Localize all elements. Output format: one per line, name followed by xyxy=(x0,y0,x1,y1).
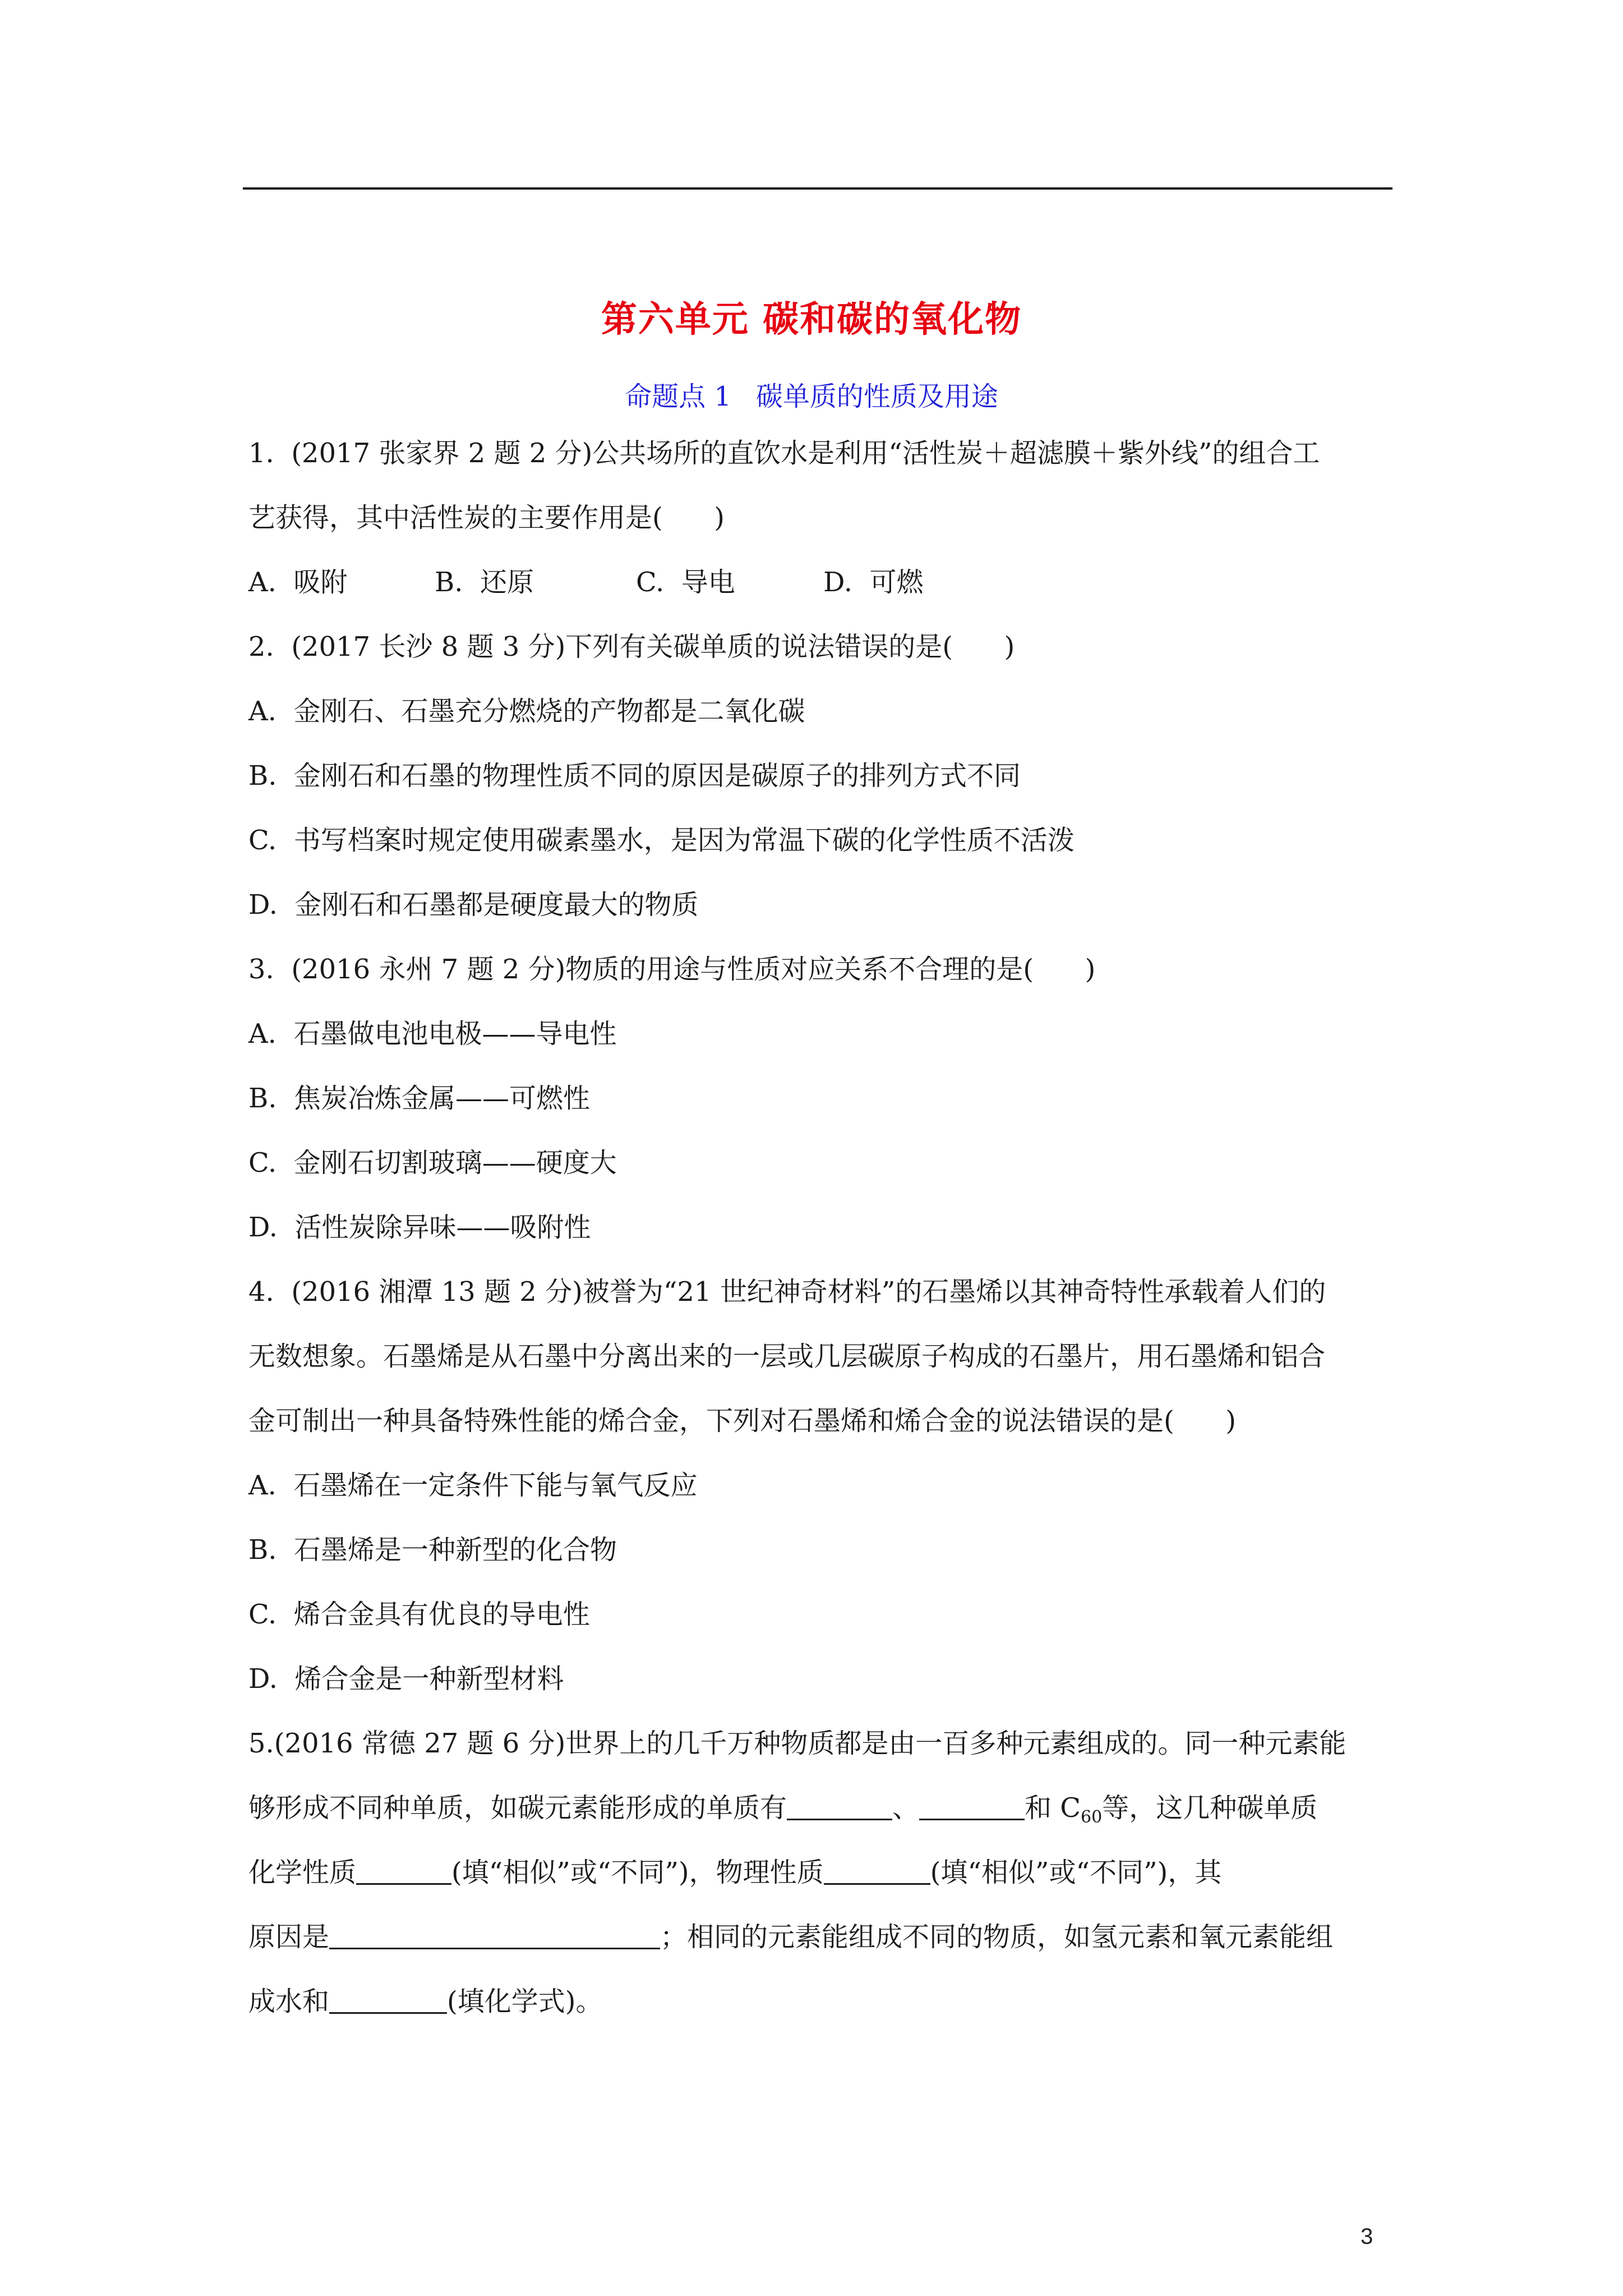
q5-line-3-text: (填“相似”或“不同”)，其 xyxy=(930,1857,1222,1888)
topic-heading xyxy=(0,375,1623,413)
answer-blank[interactable] xyxy=(329,1925,660,1949)
subscript-60: 60 xyxy=(1081,1807,1103,1827)
q5-line-4-text: ；相同的元素能组成不同的物质，如氢元素和氧元素能组 xyxy=(660,1921,1334,1953)
q2-stem: 2. (2017 长沙 8 题 3 分)下列有关碳单质的说法错误的是( ) xyxy=(248,631,1015,662)
answer-blank[interactable] xyxy=(787,1796,892,1820)
q4-line-3: 金可制出一种具备特殊性能的烯合金，下列对石墨烯和烯合金的说法错误的是( ) xyxy=(248,1405,1237,1437)
q4-option-b: B. 石墨烯是一种新型的化合物 xyxy=(248,1534,617,1566)
topic-label: 命题点 1 xyxy=(625,381,731,412)
q5-line-3 xyxy=(248,1856,1221,1889)
q5-line-3-text: (填“相似”或“不同”)，物理性质 xyxy=(451,1857,824,1888)
q1-option-a: A. 吸附 xyxy=(248,567,348,598)
page-number: 3 xyxy=(1361,2224,1373,2249)
q5-line-2-text: 够形成不同种单质，如碳元素能形成的单质有 xyxy=(248,1792,787,1824)
answer-blank[interactable] xyxy=(919,1796,1025,1820)
q5-line-2-text: 和 C xyxy=(1025,1792,1081,1824)
q5-line-4 xyxy=(248,1920,1333,1954)
q3-option-d: D. 活性炭除异味——吸附性 xyxy=(248,1212,591,1243)
q5-line-3-text: 化学性质 xyxy=(248,1857,357,1888)
answer-blank[interactable] xyxy=(824,1861,930,1885)
answer-blank[interactable] xyxy=(356,1861,451,1885)
q5-line-5-text: 成水和 xyxy=(248,1986,330,2017)
q4-line-1: 4. (2016 湘潭 13 题 2 分)被誉为“21 世纪神奇材料”的石墨烯以其神奇特性承载着人们的 xyxy=(248,1276,1326,1308)
q3-option-b: B. 焦炭冶炼金属——可燃性 xyxy=(248,1083,591,1114)
q5-separator: 、 xyxy=(892,1792,920,1824)
q4-option-d: D. 烯合金是一种新型材料 xyxy=(248,1663,564,1695)
q5-line-2 xyxy=(248,1791,1317,1834)
q3-stem: 3. (2016 永州 7 题 2 分)物质的用途与性质对应关系不合理的是( ) xyxy=(248,954,1096,985)
q3-option-a: A. 石墨做电池电极——导电性 xyxy=(248,1018,617,1050)
q5-line-5 xyxy=(248,1985,602,2018)
q5-line-1: 5.(2016 常德 27 题 6 分)世界上的几千万种物质都是由一百多种元素组成的。同一种元素能 xyxy=(248,1728,1347,1759)
q1-option-c: C. 导电 xyxy=(636,567,735,598)
q1-line-2: 艺获得，其中活性炭的主要作用是( ) xyxy=(248,502,725,533)
answer-blank[interactable] xyxy=(329,1990,447,2014)
unit-title: 第六单元 碳和碳的氧化物 xyxy=(601,299,1022,341)
q5-line-4-text: 原因是 xyxy=(248,1921,330,1953)
q1-option-b: B. 还原 xyxy=(435,567,534,598)
q2-option-d: D. 金刚石和石墨都是硬度最大的物质 xyxy=(248,889,699,921)
q1-line-1: 1. (2017 张家界 2 题 2 分)公共场所的直饮水是利用“活性炭＋超滤膜＋紫外线”的组合工 xyxy=(248,438,1320,469)
q3-option-c: C. 金刚石切割玻璃——硬度大 xyxy=(248,1147,617,1179)
q4-line-2: 无数想象。石墨烯是从石墨中分离出来的一层或几层碳原子构成的石墨片，用石墨烯和铝合 xyxy=(248,1341,1326,1372)
q4-option-a: A. 石墨烯在一定条件下能与氧气反应 xyxy=(248,1470,698,1501)
q5-line-5-text: (填化学式)。 xyxy=(447,1986,603,2017)
q2-option-c: C. 书写档案时规定使用碳素墨水，是因为常温下碳的化学性质不活泼 xyxy=(248,825,1075,856)
q2-option-a: A. 金刚石、石墨充分燃烧的产物都是二氧化碳 xyxy=(248,696,805,727)
topic-text: 碳单质的性质及用途 xyxy=(755,381,998,412)
q1-option-d: D. 可燃 xyxy=(823,567,924,598)
q5-line-2-text: 等，这几种碳单质 xyxy=(1102,1792,1318,1824)
q4-option-c: C. 烯合金具有优良的导电性 xyxy=(248,1599,590,1630)
q2-option-b: B. 金刚石和石墨的物理性质不同的原因是碳原子的排列方式不同 xyxy=(248,760,1021,792)
header-rule xyxy=(243,187,1393,190)
